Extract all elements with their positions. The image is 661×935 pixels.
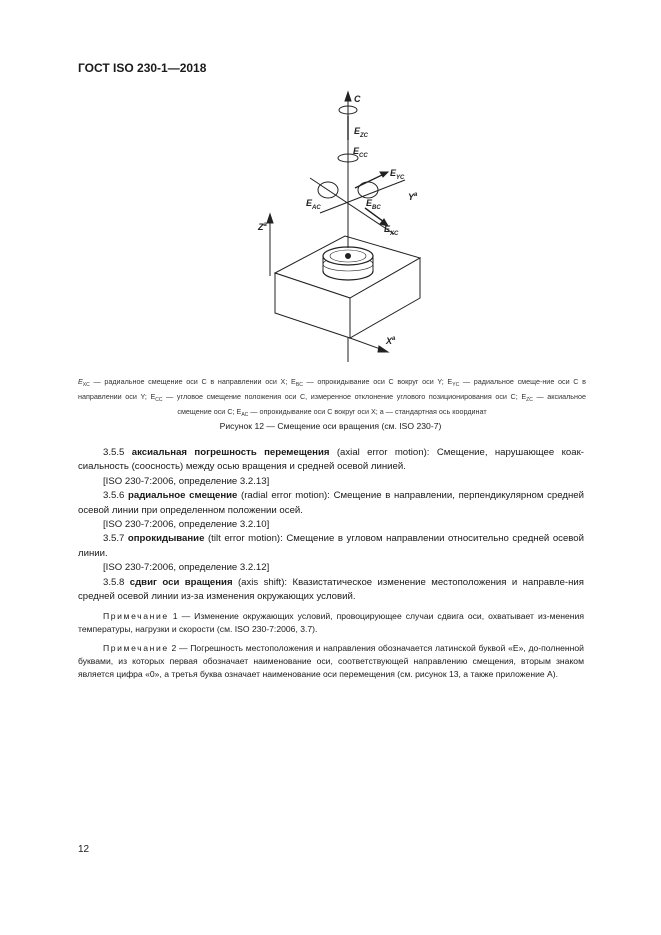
c-axis-arrow	[345, 92, 351, 101]
label-z: $Z^a$	[258, 222, 267, 232]
section-3-5-6: 3.5.6 радиальное смещение (radial error motion): Смещение в направлении, перпендикулярном средней осевой линии при определенном положении осей.	[78, 490, 584, 516]
ref-3-5-5: [ISO 230-7:2006, определение 3.2.13]	[103, 475, 270, 487]
rotation-axis-figure	[200, 88, 460, 370]
ref-3-5-7: [ISO 230-7:2006, определение 3.2.12]	[103, 562, 270, 574]
x-axis-line	[350, 338, 383, 350]
figure-legend: $E_{XC}$ — радиальное смещение оси C в направлении оси X; $E_{BC}$ — опрокидывание оси C вокруг оси Y; $E_{YC}$ — радиальное смеще-ние оси C в направлении оси Y; $E_{CC}$ — угловое смещение положения оси C, измеренное отклонение углового позиционирования оси C; $E_{ZC}$ — аксиальное смещение оси C; $E_{AC}$ — опрокидывание оси C вокруг оси X; a — стандартная ось координат	[78, 377, 587, 418]
label-eac: $E_{AC}$	[306, 198, 321, 211]
label-x: $X^a$	[386, 336, 396, 346]
label-exc: $E_{XC}$	[384, 224, 399, 237]
figure-title: Рисунок 12 — Смещение оси вращения (см. ISO 230-7)	[219, 421, 442, 431]
body-text	[78, 446, 584, 680]
section-3-5-5: 3.5.5 аксиальная погрешность перемещения (axial error motion): Смещение, нарушающее коак-сиальность (соосность) между осью вращения и средней осевой линией.	[78, 447, 584, 473]
label-c: C	[354, 94, 361, 104]
page-number: 12	[78, 844, 90, 855]
note-1: Примечание 1 — Изменение окружающих условий, провоцирующее случаи сдвига оси, охватывает из-менения температуры, нагрузки и скорости (см. ISO 230-7:2006, 3.7).	[78, 611, 584, 635]
label-ezc: $E_{ZC}$	[354, 126, 369, 139]
section-3-5-8: 3.5.8 сдвиг оси вращения (axis shift): Квазистатическое изменение местоположения и направле-ния средней осевой линии из-за изменения окружающих условий.	[78, 576, 584, 603]
label-ebc: $E_{BC}$	[366, 198, 381, 211]
label-ecc: $E_{CC}$	[353, 146, 368, 159]
section-3-5-7: 3.5.7 опрокидывание (tilt error motion): Смещение в угловом направлении относительно средней осевой линии.	[78, 533, 584, 559]
note-2: Примечание 2 — Погрешность местоположения и направления обозначается латинской буквой «E», до-полненной буквами, из которых первая обозначает наименование оси, соответствующей направлению смещения, вторым знаком является цифра «0», а третья буква означает наименование оси перемещения (см. рисунок 13, а также приложение А).	[78, 643, 584, 679]
x-dir-line	[310, 178, 394, 234]
label-eyc: $E_{YC}$	[390, 168, 405, 181]
ref-3-5-6: [ISO 230-7:2006, определение 3.2.10]	[103, 519, 270, 531]
table-center	[346, 254, 351, 259]
label-y: $Y^a$	[408, 192, 418, 202]
document-header: ГОСТ ISO 230-1—2018	[78, 61, 207, 75]
